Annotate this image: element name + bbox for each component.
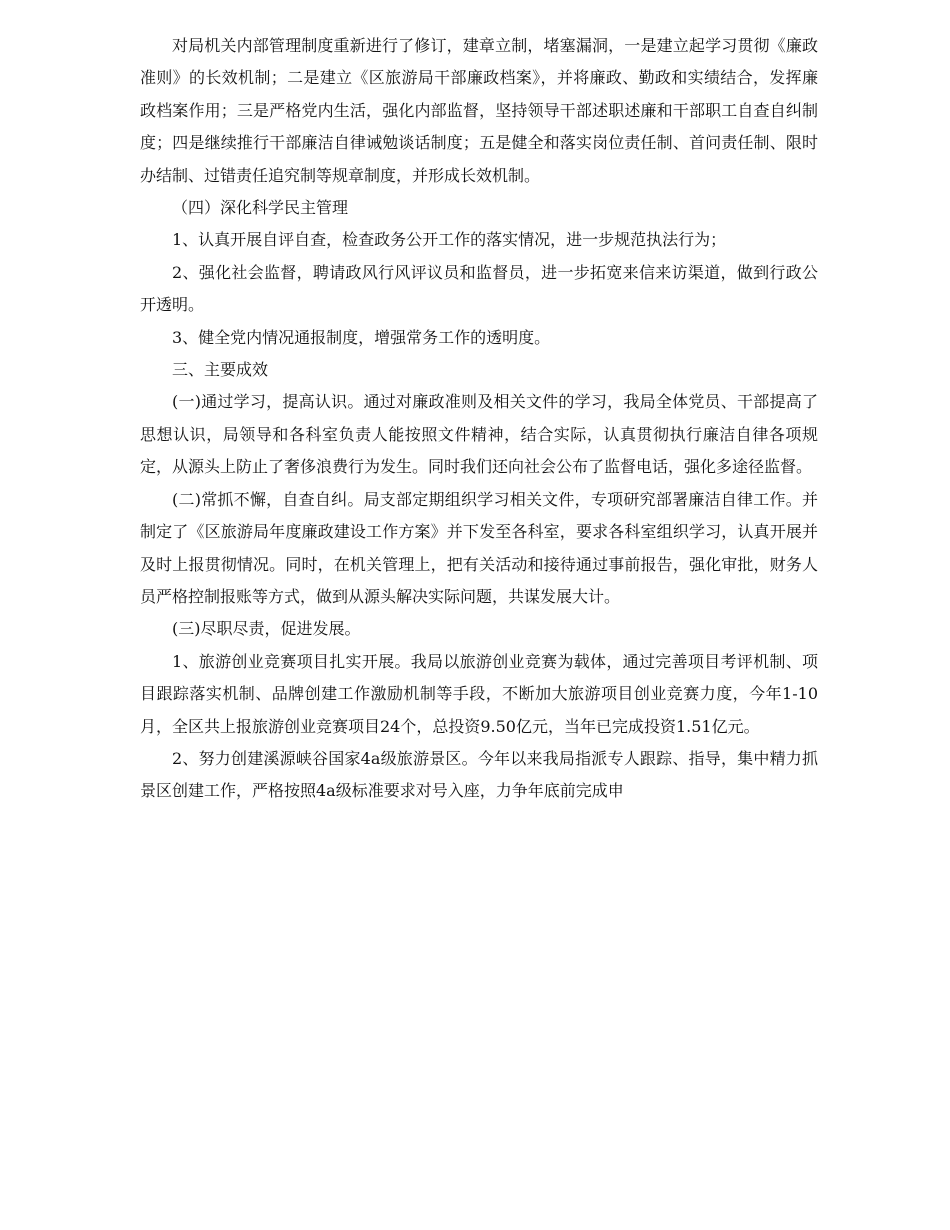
list-item-scenic-area: 2、努力创建溪源峡谷国家4a级旅游景区。今年以来我局指派专人跟踪、指导，集中精力抓景区创建工作，严格按照4a级标准要求对号入座，力争年底前完成申: [140, 748, 818, 801]
list-item-tourism-competition: 1、旅游创业竞赛项目扎实开展。我局以旅游创业竞赛为载体，通过完善项目考评机制、项目跟踪落实机制、品牌创建工作激励机制等手段，不断加大旅游项目创业竞赛力度，今年1-10月，全区共上报旅游创业竞赛项目24个，总投资9.50亿元，当年已完成投资1.51亿元。: [140, 651, 818, 736]
paragraph-result-study: (一)通过学习，提高认识。通过对廉政准则及相关文件的学习，我局全体党员、干部提高了思想认识，局领导和各科室负责人能按照文件精神，结合实际，认真贯彻执行廉洁自律各项规定，从源头上防止了奢侈浪费行为发生。同时我们还向社会公布了监督电话，强化多途径监督。: [140, 392, 818, 477]
list-item-party-briefing: 3、健全党内情况通报制度，增强常务工作的透明度。: [172, 327, 551, 347]
heading-section-four: （四）深化科学民主管理: [172, 198, 349, 218]
paragraph-internal-rules: 对局机关内部管理制度重新进行了修订，建章立制，堵塞漏洞，一是建立起学习贯彻《廉政准则》的长效机制；二是建立《区旅游局干部廉政档案》，并将廉政、勤政和实绩结合，发挥廉政档案作用；三是严格党内生活，强化内部监督，坚持领导干部述职述廉和干部职工自查自纠制度；四是继续推行干部廉洁自律诫勉谈话制度；五是健全和落实岗位责任制、首问责任制、限时办结制、过错责任追究制等规章制度，并形成长效机制。: [140, 36, 818, 185]
heading-main-results: 三、主要成效: [172, 360, 269, 380]
list-item-social-supervision: 2、强化社会监督，聘请政风行风评议员和监督员，进一步拓宽来信来访渠道，做到行政公开透明。: [140, 262, 818, 315]
paragraph-result-self-check: (二)常抓不懈，自查自纠。局支部定期组织学习相关文件，专项研究部署廉洁自律工作。并制定了《区旅游局年度廉政建设工作方案》并下发至各科室，要求各科室组织学习，认真开展并及时上报贯彻情况。同时，在机关管理上，把有关活动和接待通过事前报告，强化审批，财务人员严格控制报账等方式，做到从源头解决实际问题，共谋发展大计。: [140, 489, 818, 606]
list-item-self-review: 1、认真开展自评自查，检查政务公开工作的落实情况，进一步规范执法行为；: [172, 230, 727, 250]
document-page: [140, 30, 818, 808]
heading-result-duty: (三)尽职尽责，促进发展。: [172, 619, 361, 639]
